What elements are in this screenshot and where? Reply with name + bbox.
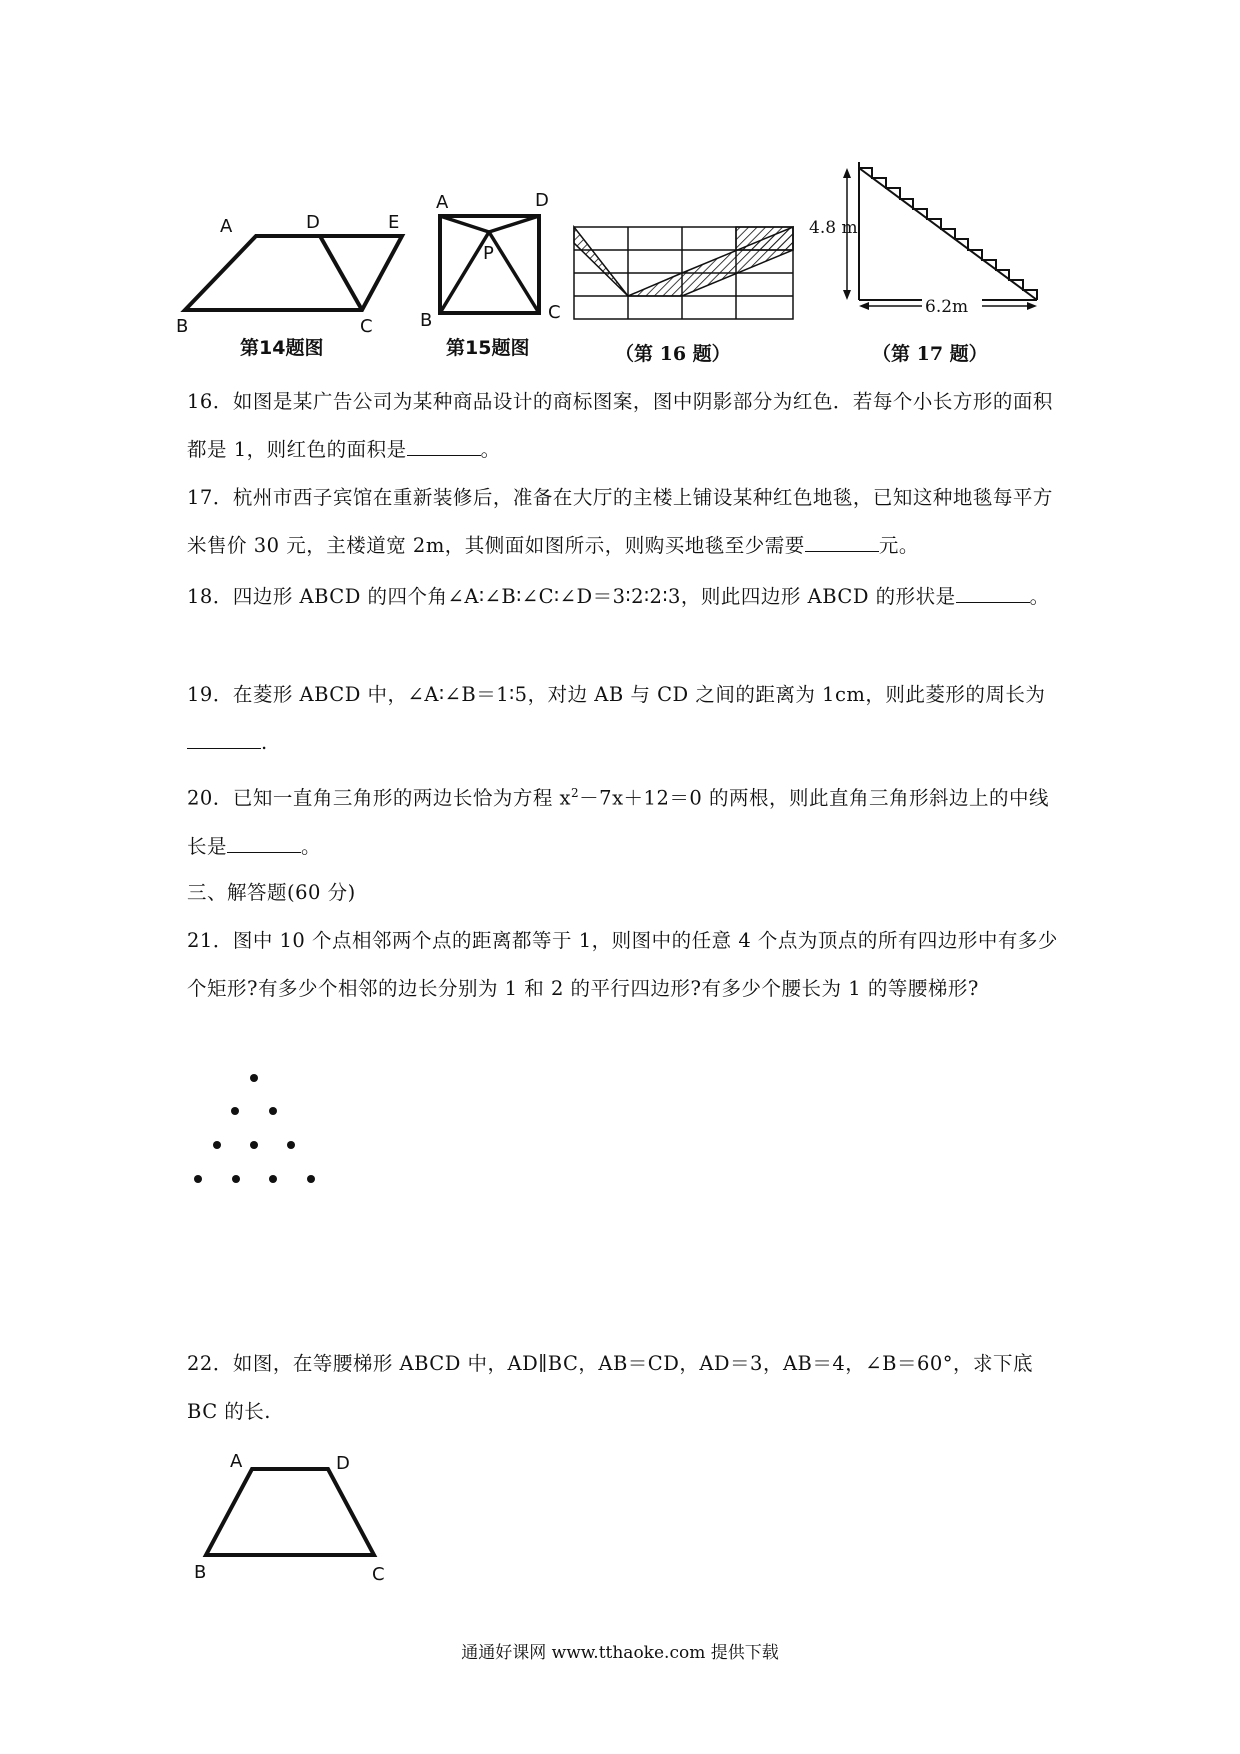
segment-dc — [320, 236, 362, 310]
question-16-text: 16．如图是某广告公司为某种商品设计的商标图案，图中阴影部分为红色．若每个小长方形的面积都是 1，则红色的面积是 — [187, 390, 1053, 461]
question-18-end: 。 — [1029, 585, 1050, 608]
figure-21-dots — [190, 1070, 330, 1190]
dot — [307, 1175, 315, 1183]
dot — [231, 1107, 239, 1115]
label-b: B — [194, 1562, 207, 1583]
figure-22-drawing — [190, 1440, 405, 1590]
label-d: D — [306, 212, 320, 233]
figure-22 — [190, 1440, 405, 1590]
question-16 — [187, 378, 1067, 474]
question-17-end: 元。 — [878, 534, 919, 557]
figure-16-caption: （第 16 题） — [615, 343, 731, 365]
answer-blank — [407, 435, 481, 456]
figure-15-drawing — [415, 190, 565, 340]
question-20-text-continued: －7x＋12＝0 的两根，则此直角三角形斜边上的中线长是 — [187, 786, 1049, 858]
width-label: 6.2m — [925, 297, 969, 317]
segment-ap — [440, 216, 489, 232]
question-16-end: 。 — [480, 438, 501, 461]
dot — [250, 1074, 258, 1082]
label-a: A — [436, 192, 449, 213]
label-c: C — [360, 316, 373, 337]
figure-15-caption: 第15题图 — [446, 337, 530, 359]
question-20-text: 20．已知一直角三角形的两边长恰为方程 x — [187, 786, 572, 810]
segment-cp — [489, 232, 539, 313]
height-label: 4.8 m — [809, 218, 858, 238]
question-18 — [187, 573, 1067, 621]
label-p: P — [483, 243, 494, 264]
segment-bp — [440, 232, 489, 313]
label-b: B — [176, 316, 189, 337]
parallelogram-shape — [185, 236, 402, 310]
question-18-text: 18．四边形 ABCD 的四个角∠A∶∠B∶∠C∶∠D＝3∶2∶2∶3，则此四边形 ABCD 的形状是 — [187, 585, 956, 608]
arrow-right-icon — [1027, 302, 1037, 310]
question-22: 22．如图，在等腰梯形 ABCD 中，AD∥BC，AB＝CD，AD＝3，AB＝4，∠B＝60°，求下底 BC 的长. — [187, 1352, 1034, 1423]
question-17-text: 17．杭州市西子宾馆在重新装修后，准备在大厅的主楼上铺设某种红色地毯，已知这种地毯每平方米售价 30 元，主楼道宽 2m，其侧面如图所示，则购买地毯至少需要 — [187, 486, 1053, 557]
label-d: D — [535, 190, 549, 211]
question-21: 21．图中 10 个点相邻两个点的距离都等于 1，则图中的任意 4 个点为顶点的所有四边形中有多少个矩形?有多少个相邻的边长分别为 1 和 2 的平行四边形?有多少个腰长为 1 的等腰梯形? — [187, 929, 1058, 1000]
segment-dp — [489, 216, 539, 232]
arrow-left-icon — [859, 302, 869, 310]
figure-16-drawing — [572, 225, 797, 325]
label-c: C — [372, 1564, 385, 1585]
question-19-text: 19．在菱形 ABCD 中，∠A∶∠B＝1∶5，对边 AB 与 CD 之间的距离为 1cm，则此菱形的周长为 — [187, 683, 1046, 706]
figure-14-caption: 第14题图 — [240, 337, 324, 359]
label-a: A — [220, 216, 233, 237]
figure-16 — [572, 225, 797, 325]
question-19-end: . — [261, 731, 268, 754]
answer-blank — [956, 582, 1030, 603]
question-17 — [187, 474, 1067, 570]
dot — [269, 1107, 277, 1115]
arrow-up-icon — [843, 168, 851, 178]
arrow-down-icon — [843, 290, 851, 300]
dot — [232, 1175, 240, 1183]
dot — [269, 1175, 277, 1183]
figure-17-drawing — [809, 160, 1045, 320]
answer-blank — [805, 531, 879, 552]
shaded-left-triangle — [574, 227, 628, 296]
label-d: D — [336, 1453, 350, 1474]
label-a: A — [230, 1451, 243, 1472]
figure-17 — [809, 160, 1045, 320]
label-b: B — [420, 310, 433, 331]
exponent: 2 — [571, 786, 580, 800]
dot — [250, 1141, 258, 1149]
dot — [213, 1141, 221, 1149]
trapezoid-shape — [206, 1469, 374, 1555]
figure-15 — [415, 190, 565, 340]
label-c: C — [548, 302, 561, 323]
section-3-heading: 三、解答题(60 分) — [187, 881, 356, 904]
label-e: E — [388, 212, 400, 233]
answer-blank — [227, 831, 301, 852]
question-20-end: 。 — [301, 834, 322, 858]
answer-blank — [187, 728, 261, 749]
dot — [287, 1141, 295, 1149]
dot-triangle — [190, 1070, 330, 1190]
shaded-top-right — [736, 227, 793, 250]
question-19 — [187, 671, 1067, 767]
dot — [194, 1175, 202, 1183]
figure-17-caption: （第 17 题） — [872, 343, 988, 365]
question-20 — [187, 769, 1067, 871]
page-footer: 通通好课网 www.tthaoke.com 提供下载 — [461, 1643, 779, 1663]
